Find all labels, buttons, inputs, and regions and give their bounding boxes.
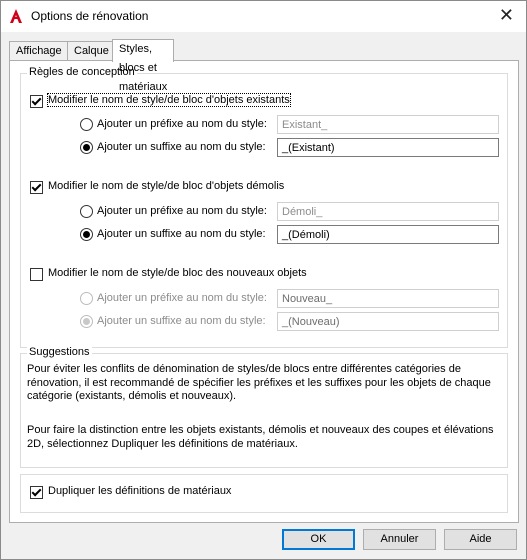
demolished-prefix-field[interactable]: Démoli_ [277,202,499,221]
cancel-button[interactable]: Annuler [363,529,436,550]
duplicate-materials-checkbox[interactable] [30,486,43,499]
existing-suffix-label[interactable]: Ajouter un suffixe au nom du style: [97,141,266,153]
suggestions-group [20,346,508,468]
existing-label[interactable]: Modifier le nom de style/de bloc d'objets existants [48,94,290,106]
new-objects-checkbox[interactable] [30,268,43,281]
design-rules-legend: Règles de conception [29,66,135,78]
suggestion-line: 2D, sélectionnez Dupliquer les définitions de matériaux. [27,437,298,450]
suggestion-line: Pour faire la distinction entre les objets existants, démolis et nouveaux des coupes et élévations [27,424,494,436]
new-suffix-radio[interactable] [80,315,93,328]
suggestions-legend: Suggestions [29,346,90,358]
ok-button[interactable]: OK [282,529,355,550]
demolished-suffix-radio[interactable] [80,228,93,241]
existing-prefix-field[interactable]: Existant_ [277,115,499,134]
existing-suffix-field[interactable]: _(Existant) [277,138,499,157]
demolished-suffix-label[interactable]: Ajouter un suffixe au nom du style: [97,228,266,240]
suggestions-paragraph-2 [27,424,513,451]
suggestion-line: rénovation, il est recommandé de spécifier les préfixes et les suffixes pour les objets de chaque [27,376,491,389]
tab-affichage[interactable]: Affichage [9,41,69,61]
duplicate-materials-label[interactable]: Dupliquer les définitions de matériaux [48,485,232,497]
existing-prefix-label[interactable]: Ajouter un préfixe au nom du style: [97,118,267,130]
demolished-suffix-field[interactable]: _(Démoli) [277,225,499,244]
new-prefix-field[interactable]: Nouveau_ [277,289,499,308]
help-button[interactable]: Aide [444,529,517,550]
suggestion-line: catégorie (existants, démolis et nouveaux). [27,390,237,402]
demolished-label[interactable]: Modifier le nom de style/de bloc d'objets démolis [48,180,285,192]
existing-suffix-radio[interactable] [80,141,93,154]
existing-prefix-radio[interactable] [80,118,93,131]
new-suffix-label: Ajouter un suffixe au nom du style: [97,315,266,327]
new-objects-label[interactable]: Modifier le nom de style/de bloc des nouveaux objets [48,267,307,279]
tab-panel-styles [9,60,519,523]
close-icon[interactable]: ✕ [498,5,514,25]
suggestion-line: Pour éviter les conflits de dénomination de styles/de blocs entre différentes catégories de [27,363,461,375]
suggestions-paragraph-1 [27,363,513,404]
tab-styles-blocs-materiaux[interactable]: Styles, blocs et matériaux [112,39,174,62]
tab-calque[interactable]: Calque [67,41,116,61]
existing-checkbox[interactable] [30,95,43,108]
demolished-checkbox[interactable] [30,181,43,194]
new-prefix-label: Ajouter un préfixe au nom du style: [97,292,267,304]
new-prefix-radio[interactable] [80,292,93,305]
demolished-prefix-label[interactable]: Ajouter un préfixe au nom du style: [97,205,267,217]
duplicate-group [20,474,508,513]
new-suffix-field[interactable]: _(Nouveau) [277,312,499,331]
window-title: Options de rénovation [31,9,149,23]
autocad-logo-icon [9,8,23,24]
demolished-prefix-radio[interactable] [80,205,93,218]
title-bar [1,1,526,32]
